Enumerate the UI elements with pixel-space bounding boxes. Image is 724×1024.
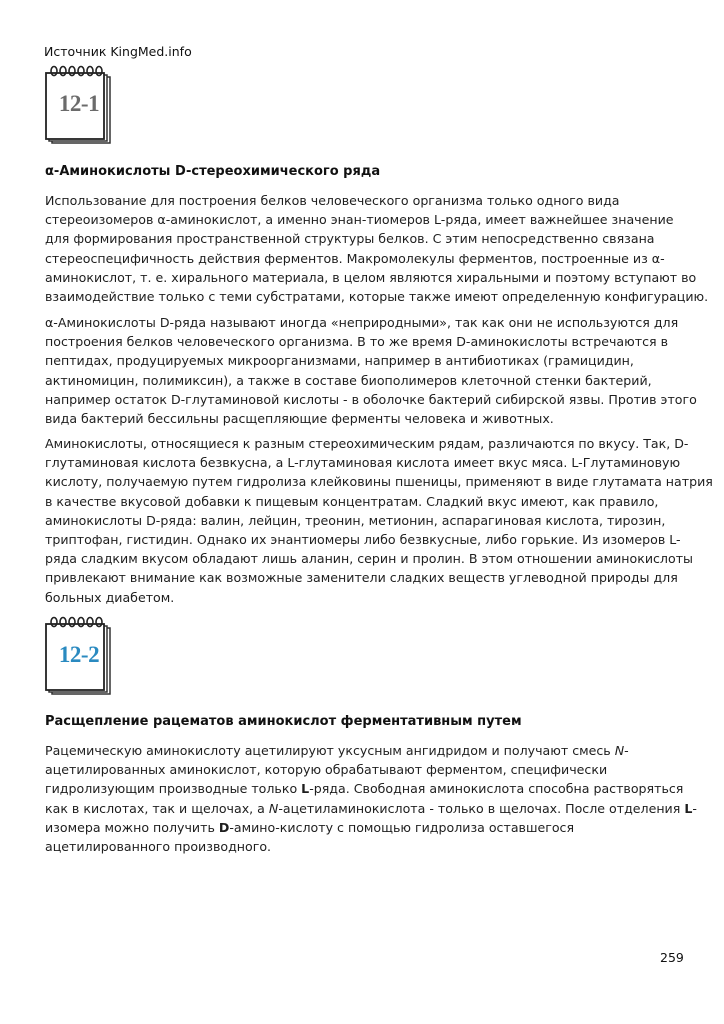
source-label: Источник KingMed.info (44, 44, 192, 59)
paragraph-protein-stereoisomers: Использование для построения белков человеческого организма только одного вида стереоизомеров α-аминокислот, а именно энан-тиомеров L-ряда, имеет важнейшее значение для формирования пространственной структуры белков. С этим непосредственно связана стереоспецифичность действия ферментов. Макромолекулы ферментов, построенные из α- аминокислот, т. е. хирального материала, в целом являются хиральными и поэтому вступают во взаимодействие только с теми субстратами, которые также имеют определенную конфигурацию. (45, 193, 709, 305)
page-number: 259 (660, 950, 684, 965)
note-number: 12-2 (58, 642, 100, 667)
paragraph-enzymatic-resolution: Рацемическую аминокислоту ацетилируют уксусным ангидридом и получают смесь N- ацетилированных аминокислот, которую обрабатывают ферментом, специфически гидролизующим производные только L-ряда. Свободная аминокислота способна растворяться как в кислотах, так и щелочах, а N-ацетиламинокислота - только в щелочах. После отделения L- изомера можно получить D-амино-кислоту с помощью гидролиза оставшегося ацетилированного производного. (45, 743, 697, 855)
paragraph-taste-of-amino-acids: Аминокислоты, относящиеся к разным стереохимическим рядам, различаются по вкусу. Так, D- глутаминовая кислота безвкусна, а L-глутаминовая кислота имеет вкус мяса. L-Глутаминовую кислоту, получаемую путем гидролиза клейковины пшеницы, применяют в виде глутамата натрия в качестве вкусовой добавки к пищевым концентратам. Сладкий вкус имеют, как правило, аминокислоты D-ряда: валин, лейцин, треонин, метионин, аспарагиновая кислота, тирозин, триптофан, гистидин. Однако их энантиомеры либо безвкусные, либо горькие. Из изомеров L- ряда сладким вкусом обладают лишь аланин, серин и пролин. В этом отношении аминокислоты привлекают внимание как возможные заменители сладких веществ углеводной природы для больных диабетом. (45, 436, 713, 605)
note-number: 12-1 (58, 91, 100, 116)
paragraph-unnatural-amino-acids: α-Аминокислоты D-ряда называют иногда «неприродными», так как они не используются для построения белков человеческого организма. В то же время D-аминокислоты встречаются в пептидах, продуцируемых микроорганизмами, например в антибиотиках (грамицидин, актиномицин, полимиксин), а также в составе биополимеров клеточной стенки бактерий, например остаток D-глутаминовой кислоты - в оболочке бактерий сибирской язвы. Против этого вида бактерий бессильны расщепляющие ферменты человека и животных. (45, 315, 697, 427)
note-12-1-badge (41, 65, 113, 145)
note-12-2-badge (41, 616, 113, 696)
section-heading-racemate-resolution: Расщепление рацематов аминокислот ферментативным путем (45, 714, 522, 729)
section-heading-d-amino-acids: α-Аминокислоты D-стереохимического ряда (45, 164, 381, 179)
